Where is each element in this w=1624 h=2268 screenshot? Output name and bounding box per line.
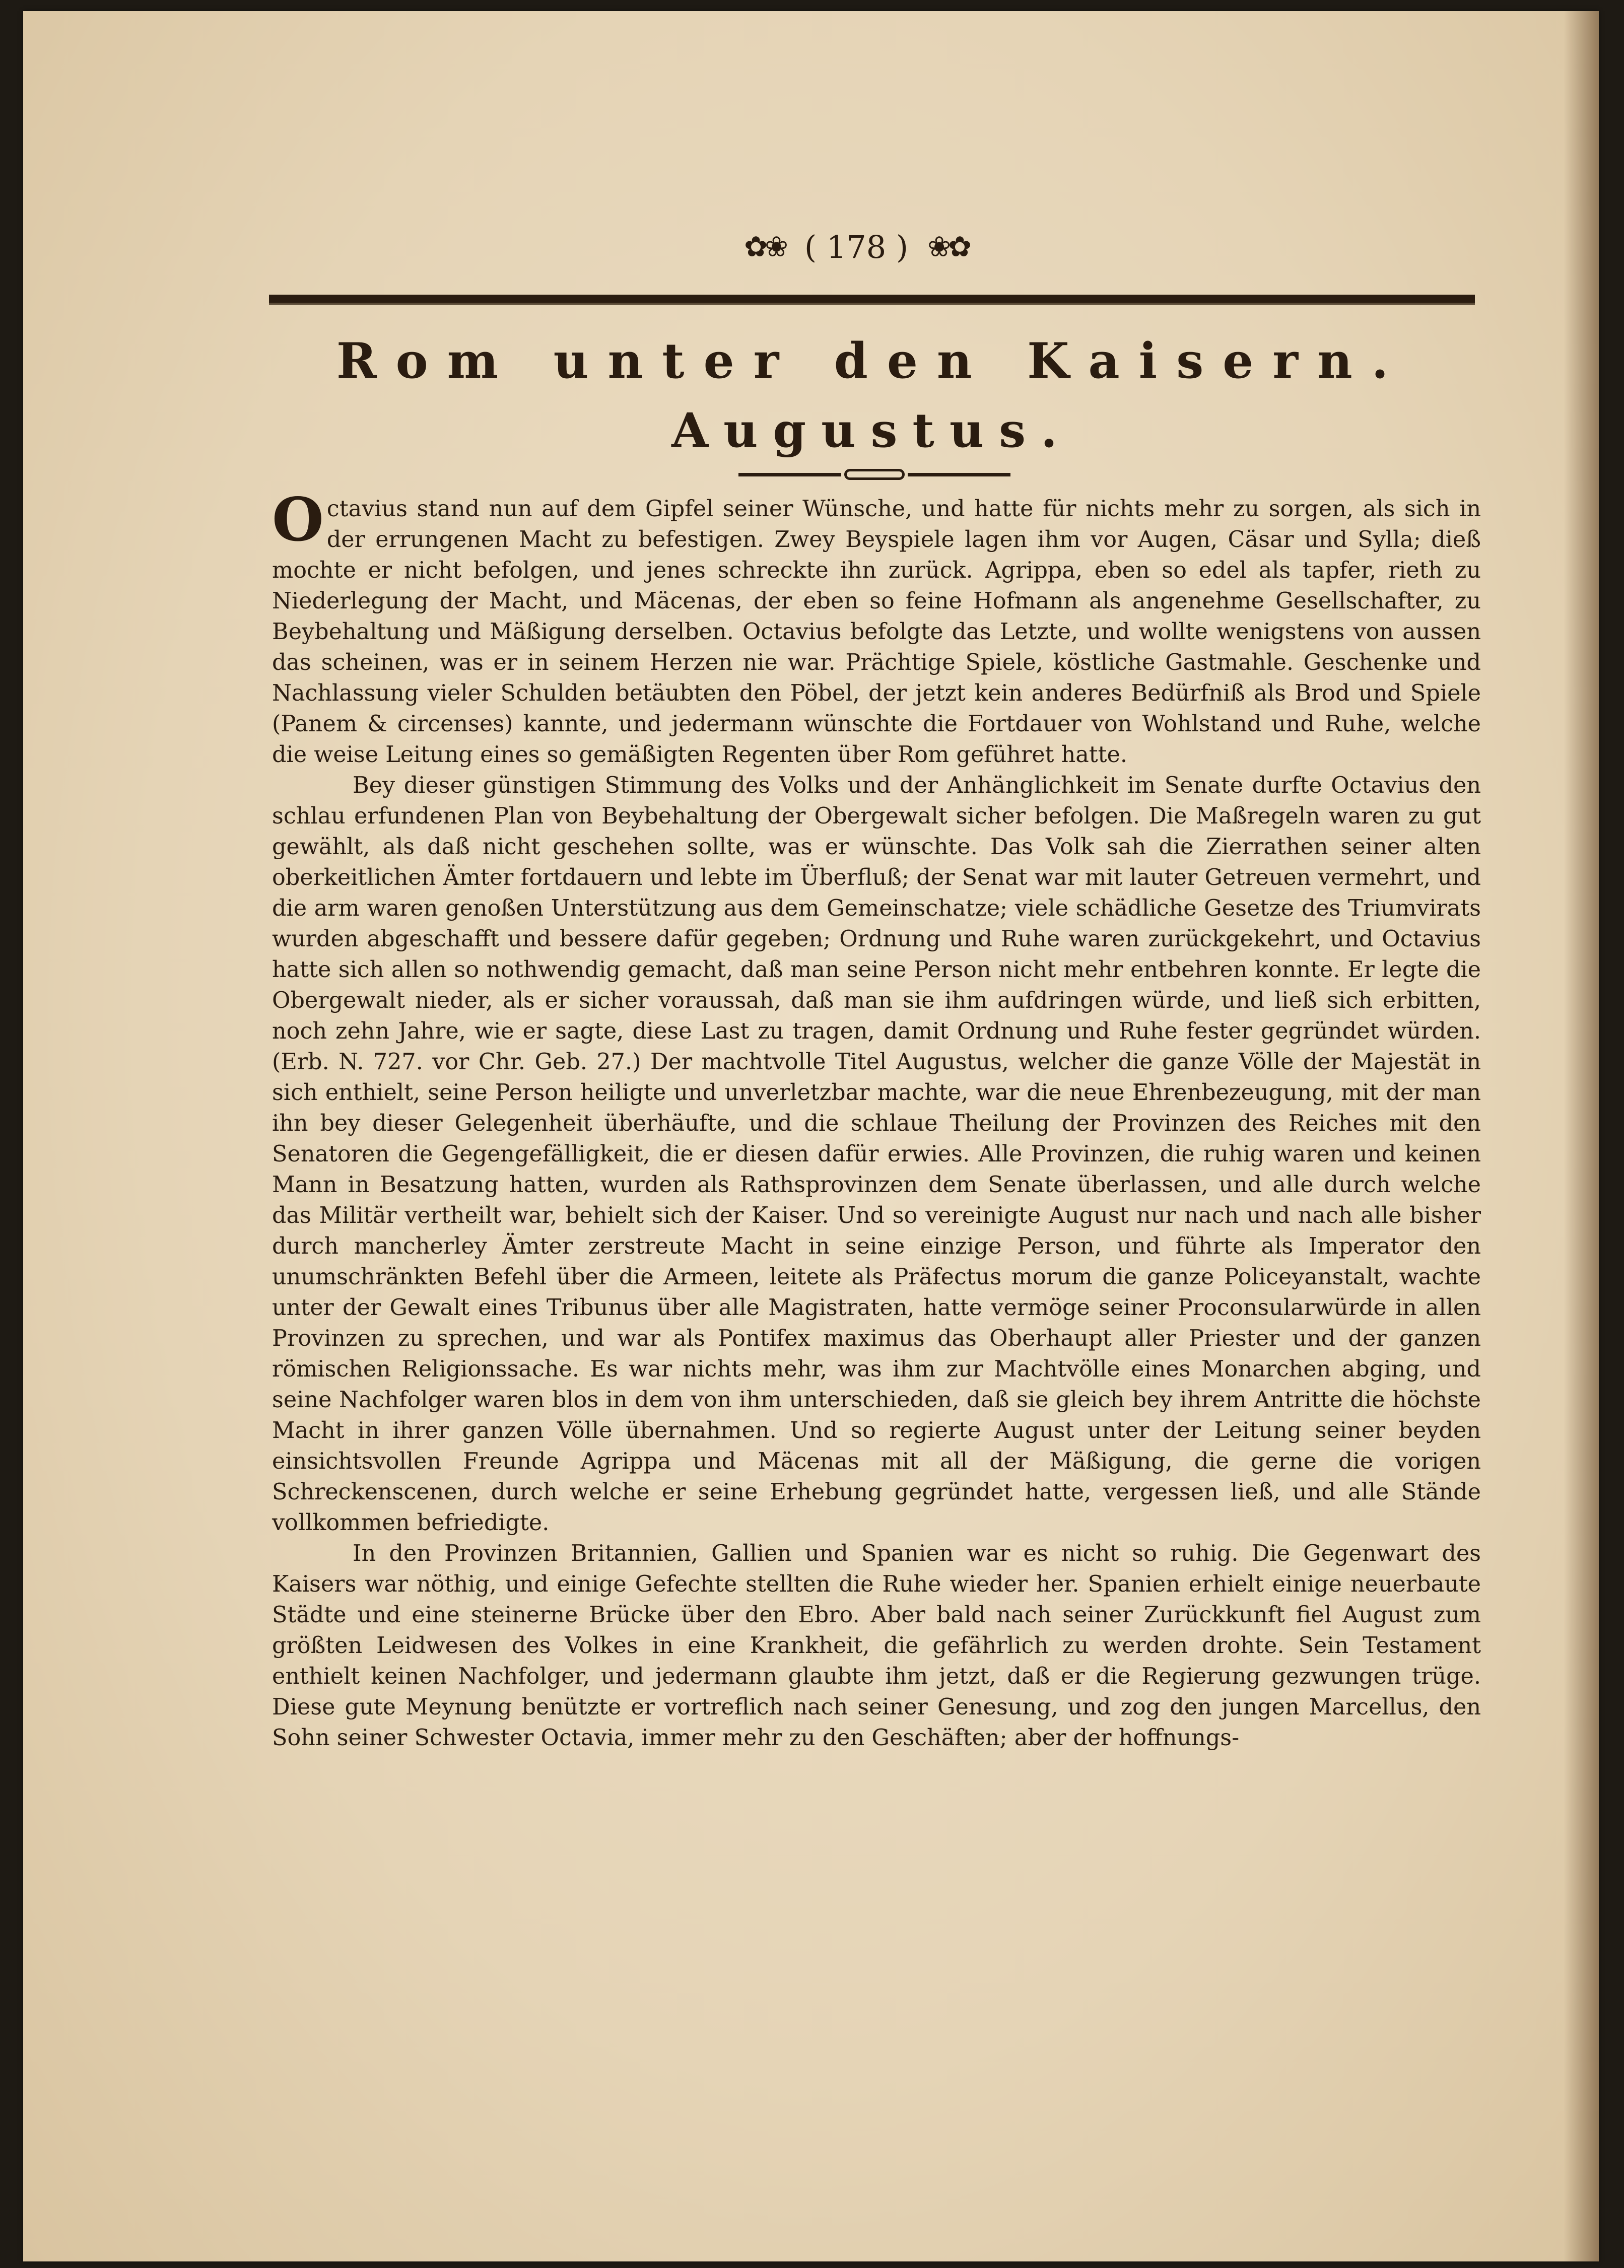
page-gutter-shadow xyxy=(1564,11,1599,2261)
paragraph-text: Bey dieser günstigen Stimmung des Volks und der Anhänglichkeit im Senate durfte Octavius den schlau erfundenen Plan von Beybehaltung der Obergewalt sicher befolgen. Die Maßregeln waren zu gut gewählt, als daß nicht geschehen sollte, was er wünschte. Das Volk sah die Zierrathen seiner alten oberkeitlichen Ämter fortdauern und lebte im Überfluß; der Senat war mit lauter Getreuen vermehrt, und die arm waren genoßen Unterstützung aus dem Gemeinschatze; viele schädliche Gesetze des Triumvirats wurden abgeschafft und bessere dafür gegeben; Ordnung und Ruhe waren zurückgekehrt, und Octavius hatte sich allen so nothwendig gemacht, daß man seine Person nicht mehr entbehren konnte. Er legte die Obergewalt nieder, als er sicher voraussah, daß man sie ihm aufdringen würde, und ließ sich erbitten, noch zehn Jahre, wie er sagte, diese Last zu tragen, damit Ordnung und Ruhe fester gegründet würden. (Erb. N. 727. vor Chr. Geb. 27.) Der machtvolle Titel Augustus, welcher die ganze Völle der Majestät in sich enthielt, seine Person heiligte und unverletzbar machte, war die neue Ehrenbezeugung, mit der man ihn bey dieser Gelegenheit überhäufte, und die schlaue Theilung der Provinzen des Reiches mit den Senatoren die Gegengefälligkeit, die er diesen dafür erwies. Alle Provinzen, die ruhig waren und keinen Mann in Besatzung hatten, wurden als Rathsprovinzen dem Senate überlassen, und alle durch welche das Militär vertheilt war, behielt sich der Kaiser. Und so vereinigte August nur nach und nach alle bisher durch mancherley Ämter zerstreute Macht in seine einzige Person, und führte als Imperator den unumschränkten Befehl über die Armeen, leitete als Präfectus morum die ganze Policeyanstalt, wachte unter der Gewalt eines Tribunus über alle Magistraten, hatte vermöge seiner Proconsularwürde in allen Provinzen zu sprechen, und war als Pontifex maximus das Oberhaupt aller Priester und der ganzen römischen Religionssache. Es war nichts mehr, was ihm zur Machtvölle eines Monarchen abging, und seine Nachfolger waren blos in dem von ihm unterschieden, daß sie gleich bey ihrem Antritte die höchste Macht in ihrer ganzen Völle übernahmen. Und so regierte August unter der Leitung seiner beyden einsichtsvollen Freunde Agrippa und Mäcenas mit all der Mäßigung, die gerne die vorigen Schreckenscenen, durch welche er seine Erhebung gegründet hatte, vergessen ließ, und alle Stände vollkommen befriedigte. xyxy=(272,773,1481,1536)
page-header xyxy=(695,222,1018,272)
body-text xyxy=(272,485,1481,1944)
title-divider xyxy=(738,468,1010,480)
header-rule xyxy=(269,295,1475,305)
section-title: Augustus. xyxy=(671,403,1072,458)
paragraph-1 xyxy=(272,485,1481,770)
page-number: ( 178 ) xyxy=(804,228,909,265)
paragraph-text: ctavius stand nun auf dem Gipfel seiner Wünsche, und hatte für nichts mehr zu sorgen, als sich in der errungenen Macht zu befestigen. Zwey Beyspiele lagen ihm vor Augen, Cäsar und Sylla; dieß mochte er nicht befolgen, und jenes schreckte ihn zurück. Agrippa, eben so edel als tapfer, rieth zu Niederlegung der Macht, und Mäcenas, der eben so feine Hofmann als angenehme Gesellschafter, zu Beybehaltung und Mäßigung derselben. Octavius befolgte das Letzte, und wollte wenigstens von aussen das scheinen, was er in seinem Herzen nie war. Prächtige Spiele, köstliche Gastmahle. Geschenke und Nachlassung vieler Schulden betäubten den Pöbel, der jetzt kein anderes Bedürfniß als Brod und Spiele (Panem & circenses) kannte, und jedermann wünschte die Fortdauer von Wohlstand und Ruhe, welche die weise Leitung eines so gemäßigten Regenten über Rom geführet hatte. xyxy=(272,496,1481,768)
paragraph-3 xyxy=(272,1538,1481,1753)
paragraph-text: In den Provinzen Britannien, Gallien und Spanien war es nicht so ruhig. Die Gegenwart des Kaisers war nöthig, und einige Gefechte stellten die Ruhe wieder her. Spanien erhielt einige neuerbaute Städte und eine steinerne Brücke über den Ebro. Aber bald nach seiner Zurückkunft fiel August zum größten Leidwesen des Volkes in eine Krankheit, die gefährlich zu werden drohte. Sein Testament enthielt keinen Nachfolger, und jedermann glaubte ihm jetzt, daß er die Regierung gezwungen trüge. Diese gute Meynung benützte er vortreflich nach seiner Genesung, und zog den jungen Marcellus, den Sohn seiner Schwester Octavia, immer mehr zu den Geschäften; aber der hoffnungs- xyxy=(272,1541,1481,1751)
divider-bar-right xyxy=(908,473,1010,476)
divider-bar-left xyxy=(738,473,841,476)
chapter-title: Rom unter den Kaisern. xyxy=(336,332,1408,389)
drop-cap: O xyxy=(272,485,324,555)
divider-center-ornament xyxy=(844,469,905,480)
paragraph-2 xyxy=(272,770,1481,1538)
right-ornament: ❀✿ xyxy=(927,230,969,263)
left-ornament: ✿❀ xyxy=(744,230,785,263)
